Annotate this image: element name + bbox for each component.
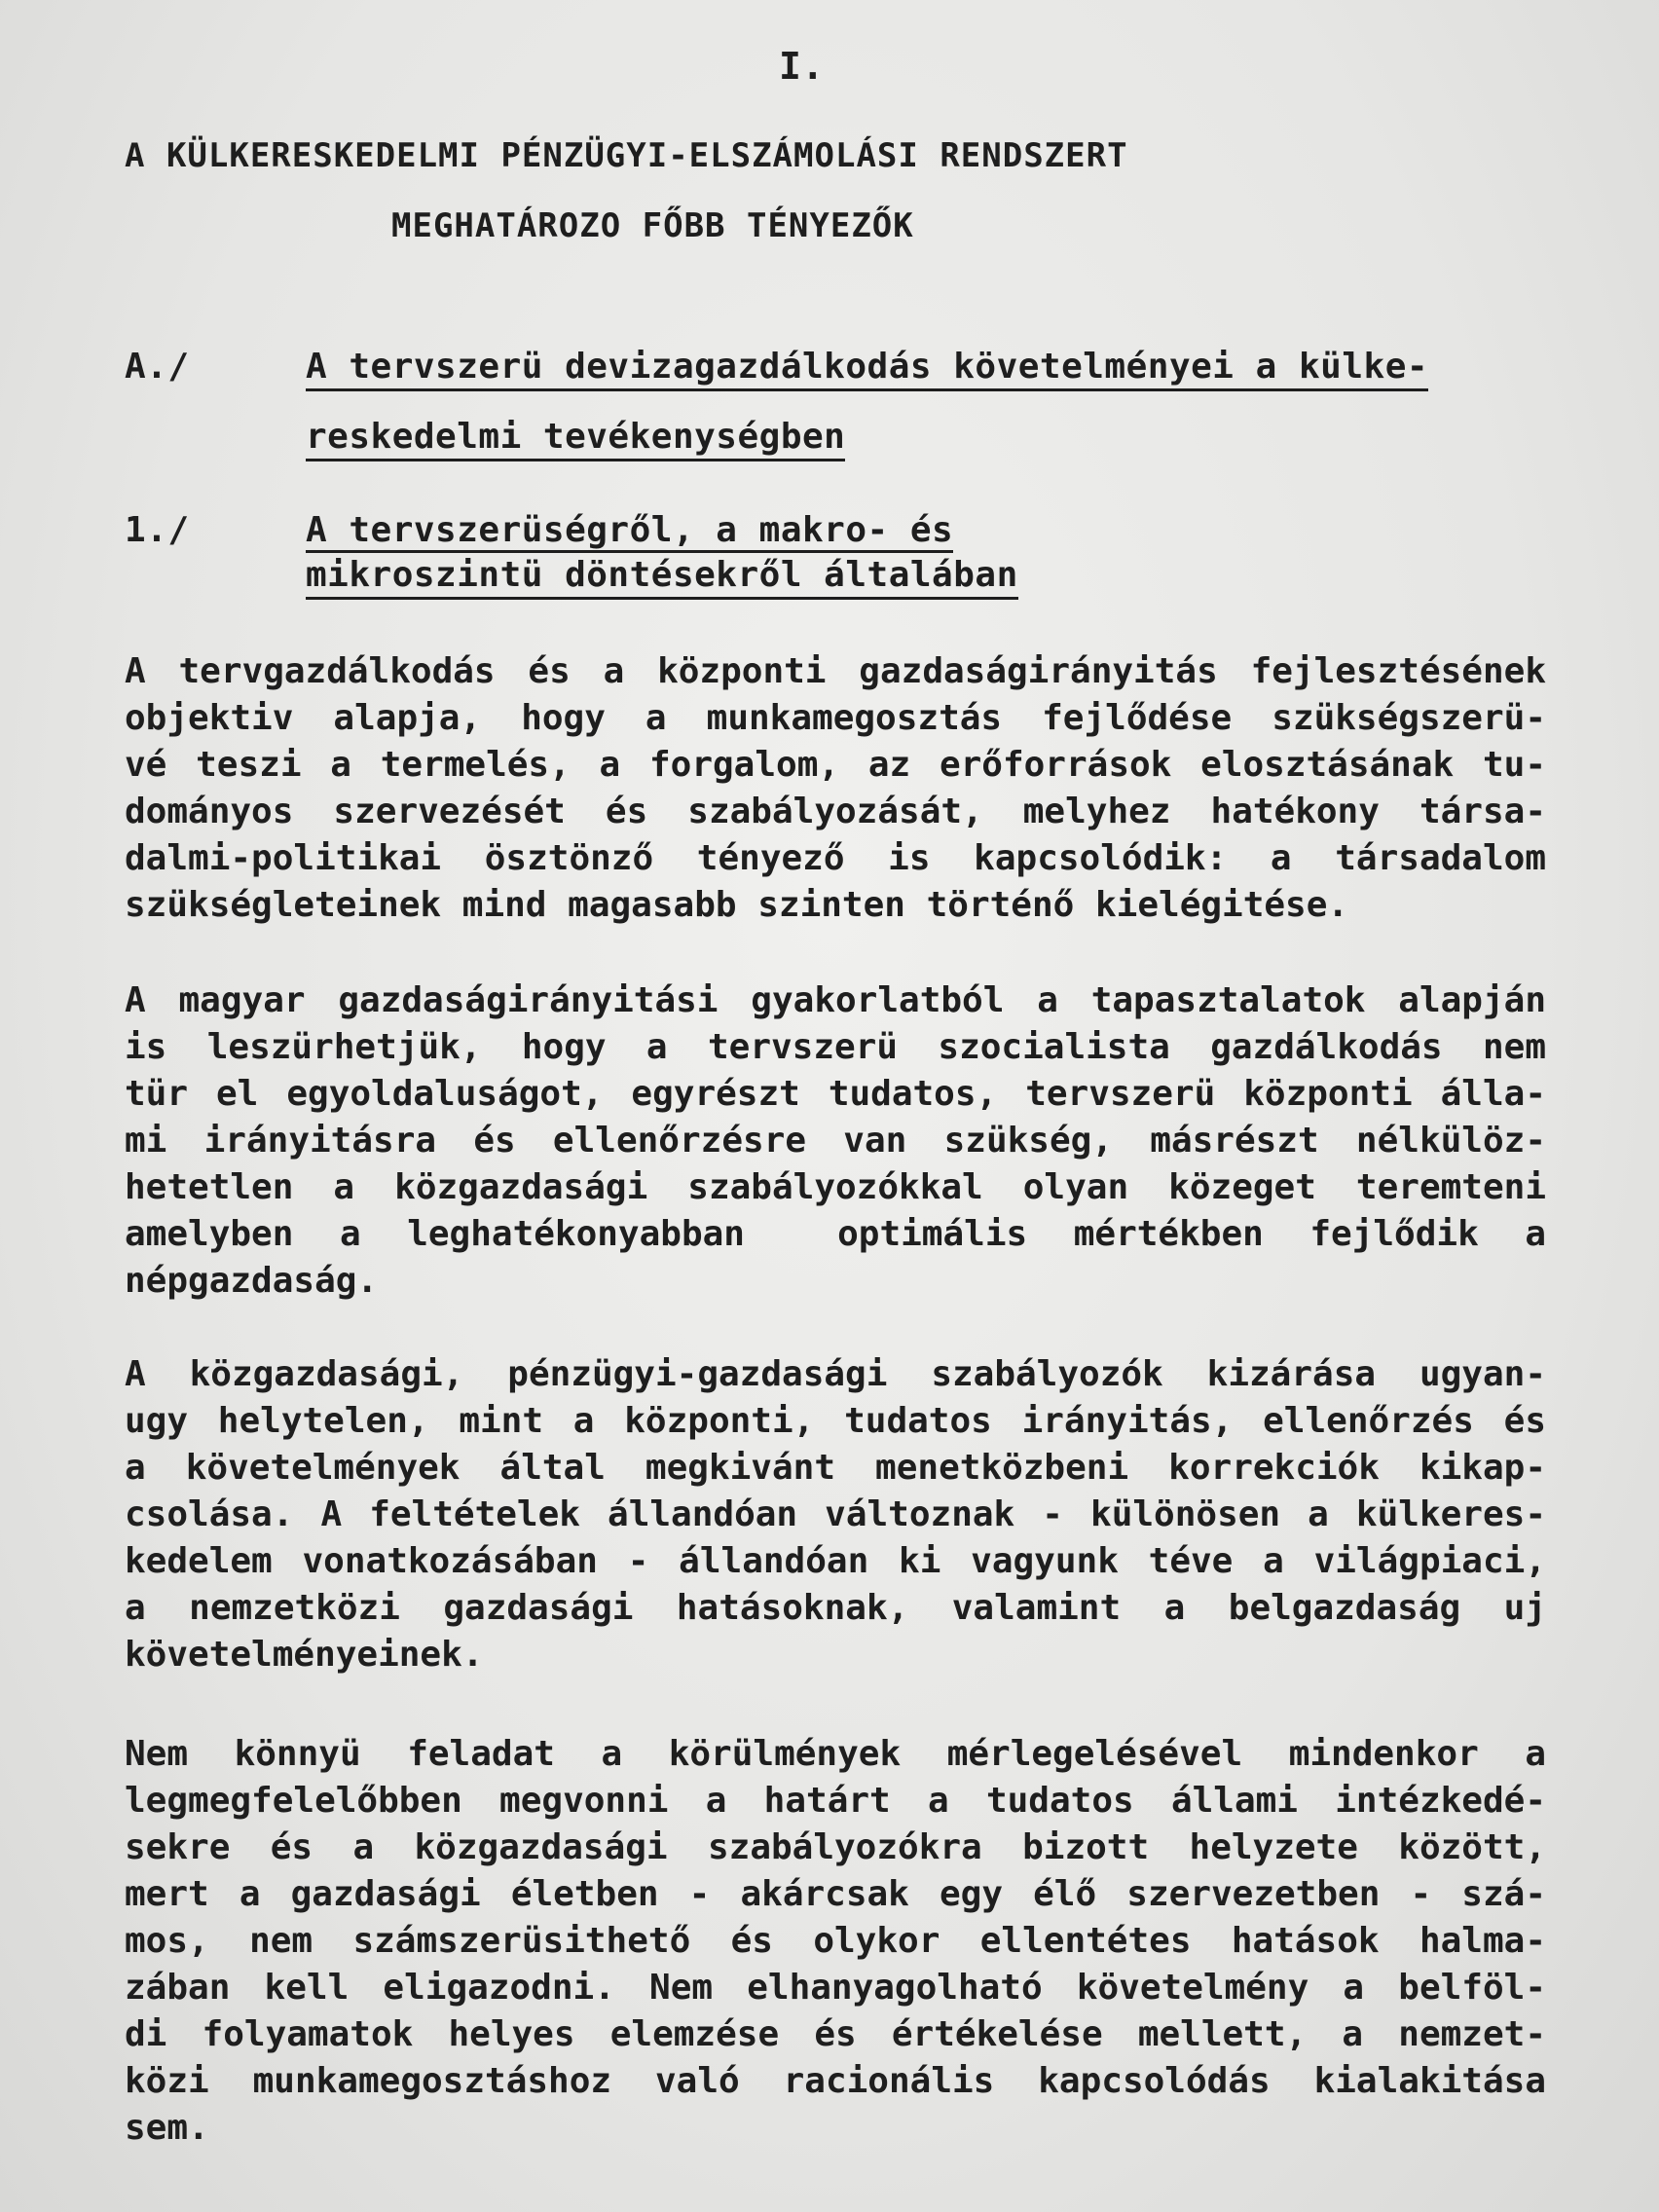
section-1-label: 1./ <box>125 510 190 550</box>
paragraph-line: ugy helytelen, mint a központi, tudatos irányitás, ellenőrzés és <box>125 1401 1546 1441</box>
paragraph-line: objektiv alapja, hogy a munkamegosztás fejlődése szükségszerü- <box>125 698 1546 738</box>
paragraph-4 <box>125 1731 1546 2152</box>
paragraph-line: mi irányitásra és ellenőrzésre van szükség, másrészt nélkülöz- <box>125 1121 1546 1161</box>
paragraph-line: népgazdaság. <box>125 1261 379 1301</box>
paragraph-line: is leszürhetjük, hogy a tervszerü szocialista gazdálkodás nem <box>125 1027 1546 1067</box>
paragraph-1 <box>125 648 1546 929</box>
paragraph-line: mert a gazdasági életben - akárcsak egy élő szervezetben - szá- <box>125 1874 1546 1914</box>
section-1-heading-line-2: mikroszintü döntésekről általában <box>306 555 1018 600</box>
paragraph-line: tür el egyoldaluságot, egyrészt tudatos, tervszerü központi álla- <box>125 1074 1546 1114</box>
paragraph-line: csolása. A feltételek állandóan változnak - különösen a külkeres- <box>125 1494 1546 1534</box>
paragraph-line: mos, nem számszerüsithető és olykor ellentétes hatások halma- <box>125 1921 1546 1961</box>
paragraph-line: A közgazdasági, pénzügyi-gazdasági szabályozók kizárása ugyan- <box>125 1354 1546 1394</box>
paragraph-line: zában kell eligazodni. Nem elhanyagolható követelmény a belföl- <box>125 1968 1546 2008</box>
chapter-title-line-1: A KÜLKERESKEDELMI PÉNZÜGYI-ELSZÁMOLÁSI RENDSZERT <box>125 136 1128 175</box>
paragraph-line: sem. <box>125 2108 209 2148</box>
paragraph-line: A tervgazdálkodás és a központi gazdaságirányitás fejlesztésének <box>125 651 1546 691</box>
paragraph-line: A magyar gazdaságirányitási gyakorlatból a tapasztalatok alapján <box>125 980 1546 1020</box>
chapter-number: I. <box>779 45 825 88</box>
paragraph-line: amelyben a leghatékonyabban optimális mértékben fejlődik a <box>125 1214 1546 1254</box>
paragraph-line: dományos szervezését és szabályozását, melyhez hatékony társa- <box>125 792 1546 831</box>
paragraph-line: kedelem vonatkozásában - állandóan ki vagyunk téve a világpiaci, <box>125 1541 1546 1581</box>
paragraph-line: követelményeinek. <box>125 1635 484 1675</box>
paragraph-line: hetetlen a közgazdasági szabályozókkal olyan közeget teremteni <box>125 1167 1546 1207</box>
paragraph-line: Nem könnyü feladat a körülmények mérlegelésével mindenkor a <box>125 1734 1546 1774</box>
section-a-heading-line-2: reskedelmi tevékenységben <box>306 417 845 461</box>
paragraph-line: sekre és a közgazdasági szabályozókra bizott helyzete között, <box>125 1827 1546 1867</box>
paragraph-line: szükségleteinek mind magasabb szinten történő kielégitése. <box>125 885 1349 925</box>
paragraph-line: di folyamatok helyes elemzése és értékelése mellett, a nemzet- <box>125 2014 1546 2054</box>
paragraph-3 <box>125 1351 1546 1678</box>
section-a-label: A./ <box>125 347 190 387</box>
section-a-heading-line-1: A tervszerü devizagazdálkodás követelményei a külke- <box>306 347 1428 391</box>
paragraph-line: a nemzetközi gazdasági hatásoknak, valamint a belgazdaság uj <box>125 1588 1546 1628</box>
paragraph-line: dalmi-politikai ösztönző tényező is kapcsolódik: a társadalom <box>125 838 1546 878</box>
paragraph-line: legmegfelelőbben megvonni a határt a tudatos állami intézkedé- <box>125 1781 1546 1821</box>
paragraph-line: közi munkamegosztáshoz való racionális kapcsolódás kialakitása <box>125 2061 1546 2101</box>
paragraph-line: a követelmények által megkivánt menetközbeni korrekciók kikap- <box>125 1448 1546 1488</box>
paragraph-line: vé teszi a termelés, a forgalom, az erőforrások elosztásának tu- <box>125 745 1546 785</box>
section-1-heading-line-1: A tervszerüségről, a makro- és <box>306 510 953 553</box>
paragraph-2 <box>125 977 1546 1305</box>
chapter-title-line-2: MEGHATÁROZO FŐBB TÉNYEZŐK <box>391 206 914 245</box>
